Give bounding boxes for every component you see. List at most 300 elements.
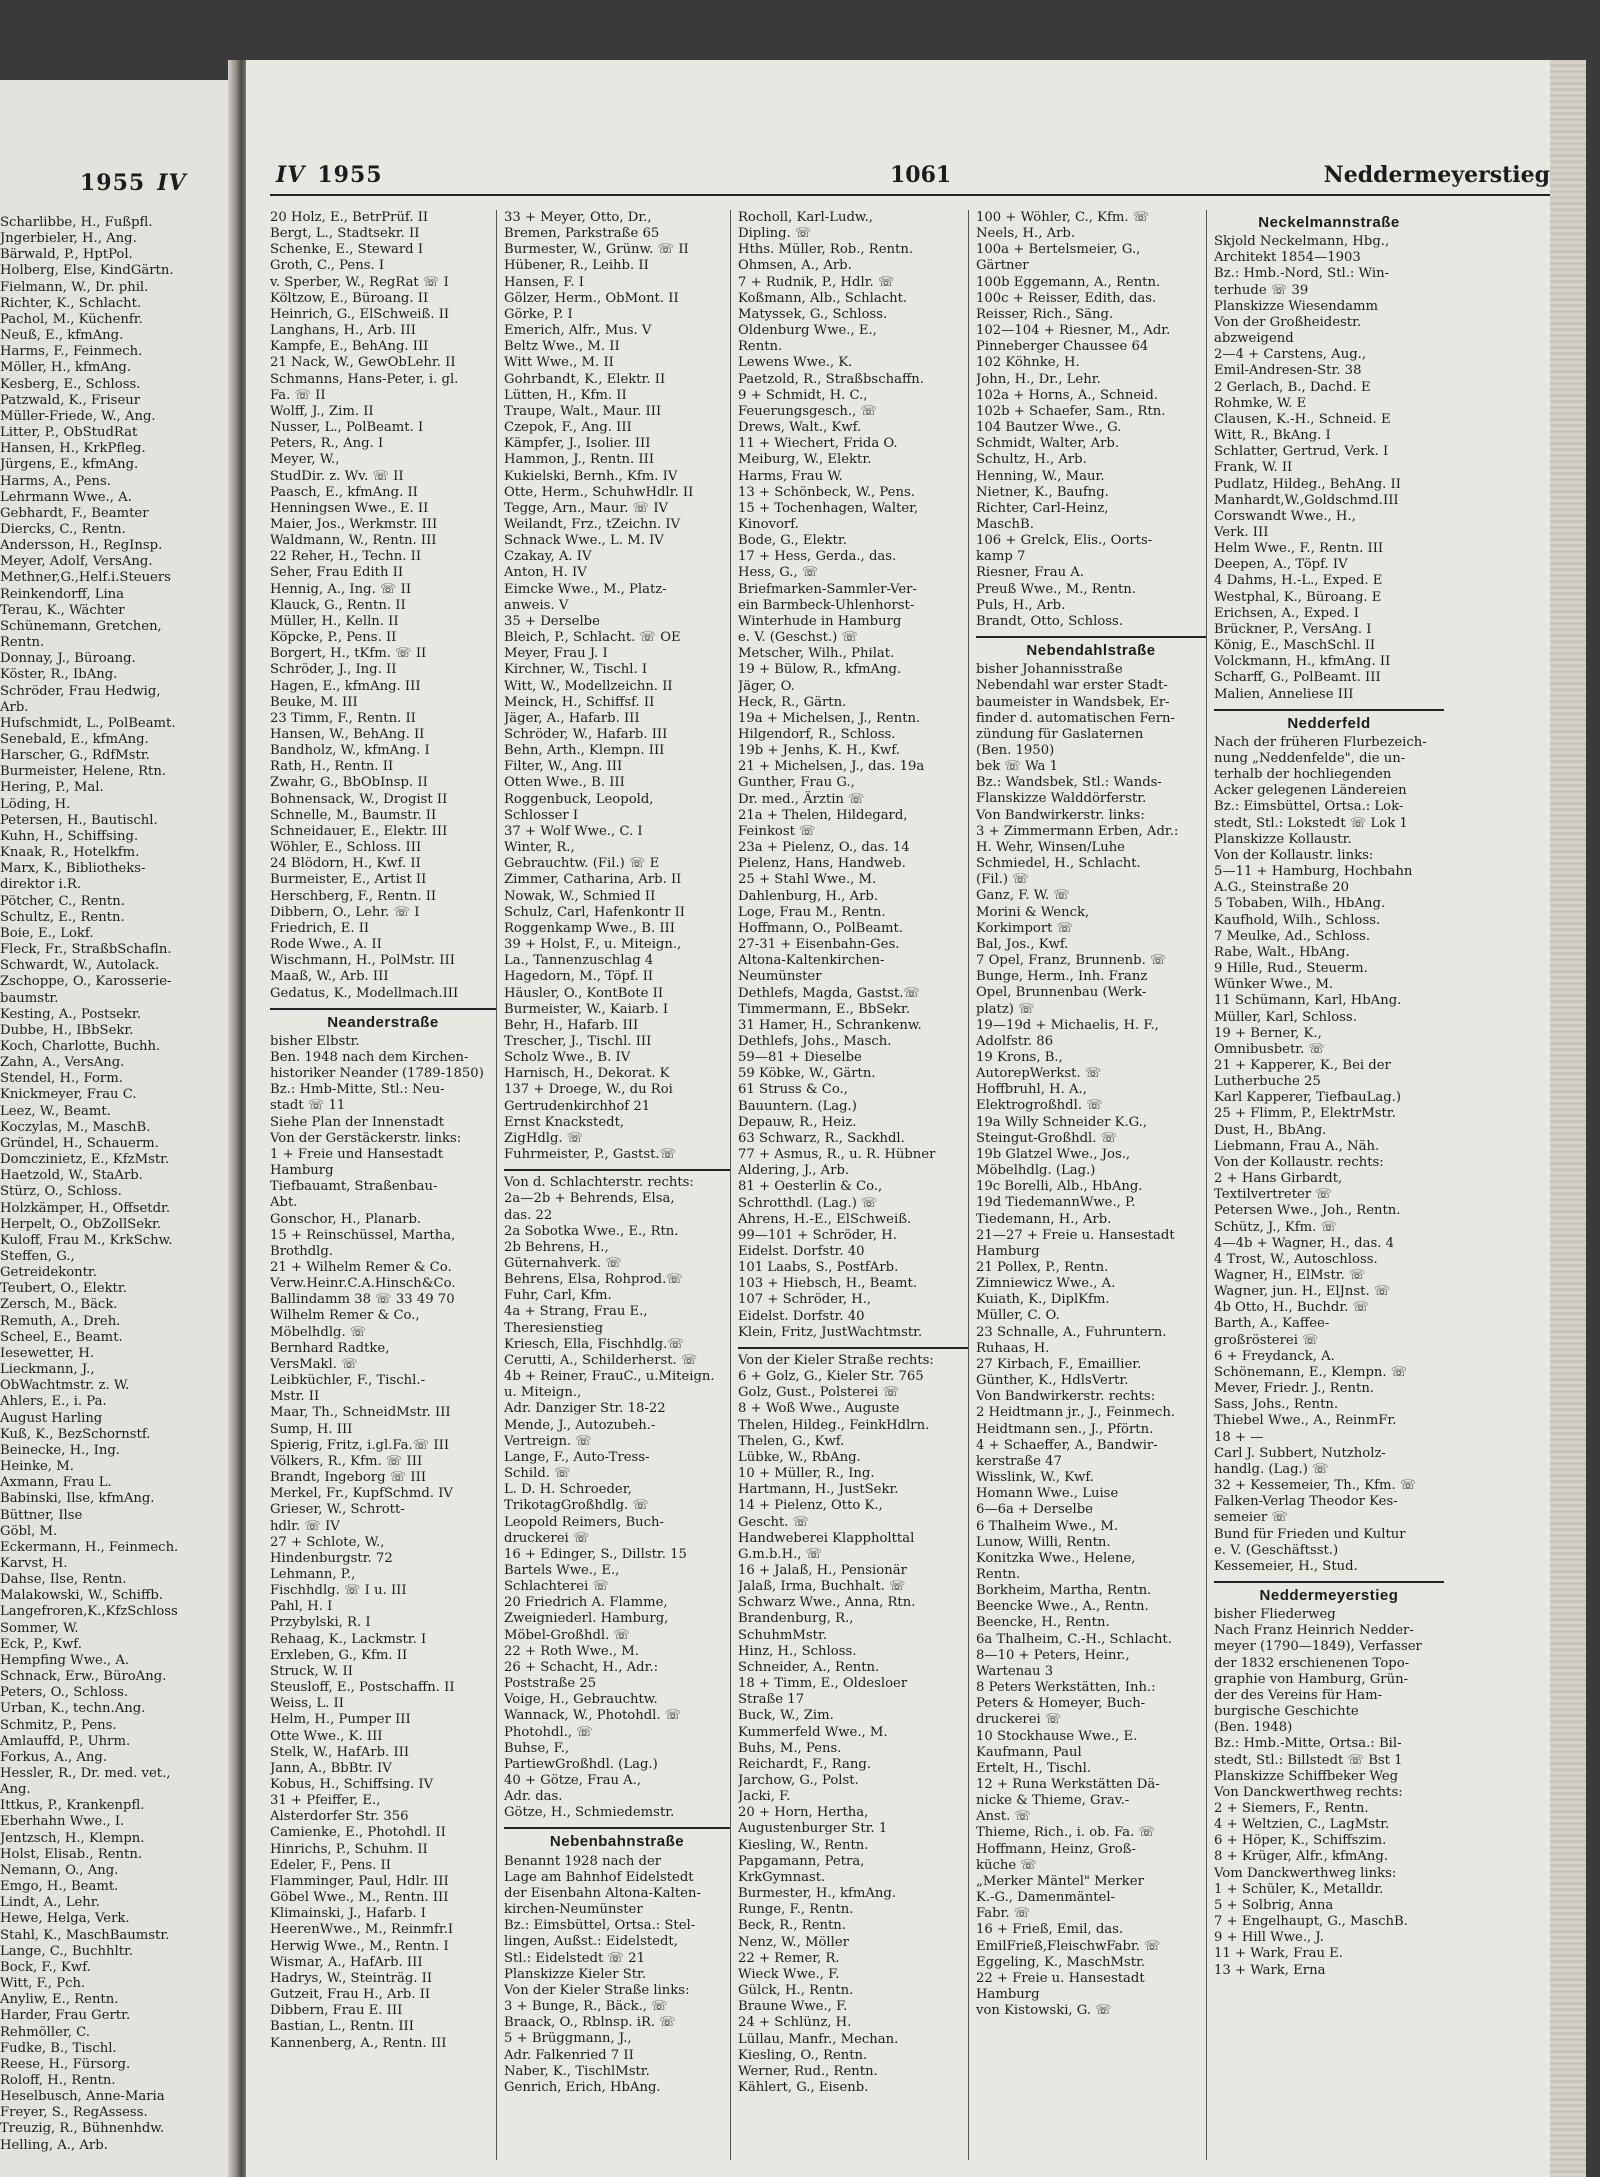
directory-entry-line: Bleich, P., Schlacht. ☏ OE [504, 630, 681, 646]
directory-entry-line: Herschberg, F., Rentn. II [270, 888, 437, 904]
street-heading: Neddermeyerstieg [1259, 1586, 1399, 1604]
directory-entry-line: nicke & Thieme, Grav.- [976, 1793, 1130, 1809]
directory-entry-line: Steingut-Großhdl. ☏ [976, 1130, 1118, 1146]
directory-entry-line: Bz.: Wandsbek, Stl.: Wands- [976, 775, 1162, 791]
directory-entry-line: Bz.: Eimsbüttel, Ortsa.: Stel- [504, 1918, 696, 1934]
directory-entry-line: Güternahverk. ☏ [504, 1256, 622, 1271]
left-listing-line: Helling, A., Arb. [0, 2137, 108, 2153]
left-listing-line: Nemann, O., Ang. [0, 1862, 119, 1878]
directory-entry-line: Möbel-Großhdl. ☏ [504, 1627, 630, 1643]
directory-entry-line: Tiedemann, H., Arb. [976, 1211, 1112, 1227]
directory-entry-line: Schröder, W., Hafarb. III [504, 727, 668, 742]
directory-entry-line: Straße 17 [738, 1692, 805, 1708]
directory-entry-line: Grieser, W., Schrott- [270, 1502, 405, 1518]
directory-entry-line: Ahrens, H.-E., ElSchweiß. [738, 1211, 912, 1227]
directory-entry-line: Hammon, J., Rentn. III [504, 452, 655, 468]
directory-entry-line: Bunge, Herm., Inh. Franz [976, 969, 1148, 985]
left-listing-line: Schultz, E., Rentn. [0, 909, 125, 925]
directory-entry-line: 10 + Müller, R., Ing. [738, 1466, 875, 1482]
directory-entry-line: Acker gelegenen Ländereien [1214, 783, 1407, 799]
directory-entry-line: Jacki, F. [738, 1789, 791, 1805]
directory-entry-line: EmilFrieß,FleischwFabr. ☏ [976, 1938, 1161, 1954]
directory-entry-line: Paasch, E., kfmAng. II [270, 484, 418, 500]
directory-entry-line: Golz, Gust., Polsterei ☏ [738, 1385, 900, 1401]
left-listing-line: Litter, P., ObStudRat [0, 425, 138, 441]
left-listing-line: direktor i.R. [0, 877, 82, 893]
directory-entry-line: Wilhelm Remer & Co., [270, 1308, 420, 1324]
directory-entry-line: v. Sperber, W., RegRat ☏ I [270, 274, 449, 290]
left-listing-line: Rehmöller, C. [0, 2024, 90, 2040]
directory-entry-line: Tegge, Arn., Maur. ☏ IV [504, 500, 669, 516]
directory-entry-line: Papgamann, Petra, [738, 1853, 865, 1869]
directory-entry-line: Brückner, P., VersAng. I [1214, 621, 1372, 637]
directory-entry-line: 40 + Götze, Frau A., [504, 1773, 642, 1788]
directory-entry-line: Harms, Frau W. [738, 468, 843, 484]
directory-entry-line: Weiss, L. II [270, 1696, 344, 1712]
directory-entry-line: Kessemeier, H., Stud. [1214, 1558, 1358, 1574]
directory-entry-line: HeerenWwe., M., Reinmfr.I [270, 1922, 454, 1938]
directory-entry-line: Kannenberg, A., Rentn. III [270, 2035, 447, 2051]
left-listing-line: Harms, A., Pens. [0, 473, 111, 489]
directory-entry-line: Ben. 1948 nach dem Kirchen- [270, 1049, 469, 1065]
directory-entry-line: 63 Schwarz, R., Sackhdl. [738, 1130, 905, 1146]
directory-entry-line: burgische Geschichte [1214, 1704, 1359, 1720]
directory-entry-line: Schönemann, E., Klempn. ☏ [1214, 1364, 1408, 1380]
left-listing-line: Peters, O., Schloss. [0, 1685, 129, 1701]
directory-entry-line: Eidelst. Dorfstr. 40 [738, 1244, 865, 1259]
directory-entry-line: 19b Glatzel Wwe., Jos., [976, 1146, 1131, 1162]
left-listing-line: Pötcher, C., Rentn. [0, 893, 125, 909]
directory-entry-line: Eidelst. Dorfstr. 40 [738, 1308, 865, 1324]
directory-entry-line: Henningsen Wwe., E. II [270, 500, 429, 516]
directory-entry-line: 31 + Pfeiffer, E., [270, 1793, 381, 1809]
directory-entry-line: 9 + Schmidt, H. C., [738, 387, 868, 403]
directory-entry-line: 2 Gerlach, B., Dachd. E [1214, 379, 1371, 395]
directory-entry-line: Hamburg [270, 1163, 334, 1179]
directory-entry-line: Von der Großheidestr. [1214, 314, 1362, 330]
left-listing-line: Babinski, Ilse, kfmAng. [0, 1491, 155, 1507]
left-listing-line: Holzkämper, H., Offsetdr. [0, 1200, 171, 1216]
directory-entry-line: Borgert, H., tKfm. ☏ II [270, 646, 427, 662]
directory-entry-line: Richter, Carl-Heinz, [976, 500, 1109, 516]
left-listing-line: Anyliw, E., Rentn. [0, 1992, 119, 2008]
directory-entry-line: Camienke, E., Photohdl. II [270, 1825, 446, 1841]
directory-entry-line: 8 + Woß Wwe., Auguste [738, 1401, 900, 1417]
directory-entry-line: Gutzeit, Frau H., Arb. II [270, 1987, 431, 2003]
directory-entry-line: druckerei ☏ [976, 1712, 1062, 1728]
directory-entry-line: Scholz Wwe., B. IV [504, 1050, 631, 1066]
directory-entry-line: 16 + Edinger, S., Dillstr. 15 [504, 1546, 687, 1562]
directory-entry-line: Meyer, W., [270, 452, 340, 468]
directory-entry-line: Opel, Brunnenbau (Werk- [976, 985, 1147, 1001]
section-rule [1214, 1581, 1444, 1583]
directory-entry-line: Brothdlg. [270, 1243, 334, 1259]
directory-entry-line: Nusser, L., PolBeamt. I [270, 420, 424, 436]
directory-entry-line: 100 + Wöhler, C., Kfm. ☏ [976, 210, 1150, 225]
directory-entry-line: Gertrudenkirchhof 21 [504, 1098, 651, 1114]
directory-entry-line: Schultz, H., Arb. [976, 452, 1087, 468]
directory-entry-line: Lage am Bahnhof Eidelstedt [504, 1869, 694, 1885]
directory-entry-line: der Eisenbahn Altona-Kalten- [504, 1885, 701, 1901]
directory-entry-line: Burmeister, W., Kaiarb. I [504, 1001, 669, 1017]
directory-entry-line: Hess, G., ☏ [738, 565, 819, 581]
directory-column [738, 210, 969, 2160]
directory-entry-line: Möbelhdlg. ☏ [270, 1324, 367, 1340]
directory-entry-line: 6—6a + Derselbe [976, 1502, 1093, 1518]
directory-entry-line: Lewens Wwe., K. [738, 355, 853, 371]
directory-entry-line: Dipling. ☏ [738, 226, 812, 242]
directory-entry-line: handlg. (Lag.) ☏ [1214, 1461, 1329, 1477]
directory-entry-line: Metscher, Wilh., Philat. [738, 646, 895, 662]
left-listing-line: Scharlibbe, H., Fußpfl. [0, 215, 153, 230]
directory-entry-line: Schmidt, Walter, Arb. [976, 436, 1120, 452]
directory-entry-line: 13 + Wark, Erna [1214, 1962, 1326, 1978]
directory-entry-line: Witt, R., BkAng. I [1214, 428, 1331, 444]
directory-entry-line: Alsterdorfer Str. 356 [270, 1809, 409, 1825]
directory-entry-line: Erxleben, G., Kfm. II [270, 1647, 408, 1663]
directory-entry-line: Paetzold, R., Straßbschaffn. [738, 371, 924, 387]
directory-entry-line: StudDir. z. Wv. ☏ II [270, 468, 404, 484]
directory-entry-line: Skjold Neckelmann, Hbg., [1214, 234, 1390, 250]
directory-entry-line: 27-31 + Eisenbahn-Ges. [738, 937, 900, 953]
directory-entry-line: Häusler, O., KontBote II [504, 985, 664, 1001]
directory-entry-line: Nietner, K., Baufng. [976, 484, 1109, 500]
directory-entry-line: Matyssek, G., Schloss. [738, 306, 888, 322]
directory-entry-line: Ballindamm 38 ☏ 33 49 70 [270, 1292, 455, 1308]
left-listing-line: Ahlers, E., i. Pa. [0, 1394, 107, 1410]
directory-entry-line: Hinrichs, P., Schuhm. II [270, 1841, 428, 1857]
directory-entry-line: TrikotagGroßhdlg. ☏ [504, 1498, 649, 1514]
directory-entry-line: Planskizze Schiffbeker Weg [1214, 1768, 1399, 1784]
directory-entry-line: Ohmsen, A., Arb. [738, 258, 852, 274]
directory-entry-line: Hagen, E., kfmAng. III [270, 678, 421, 694]
directory-entry-line: Beuke, M. III [270, 694, 358, 710]
left-listing-line: Schröder, Frau Hedwig, [0, 683, 161, 699]
left-listing-line: Fielmann, W., Dr. phil. [0, 279, 149, 295]
left-listing-line: Koch, Charlotte, Buchh. [0, 1038, 161, 1054]
directory-entry-line: Gonschor, H., Planarb. [270, 1211, 422, 1227]
directory-entry-line: Bz.: Hmb.-Nord, Stl.: Win- [1214, 266, 1390, 282]
left-listing-line: Knaak, R., Hotelkfm. [0, 845, 140, 861]
directory-entry-line: 1 + Schüler, K., Metalldr. [1214, 1881, 1384, 1897]
directory-entry-line: 7 + Engelhaupt, G., MaschB. [1214, 1914, 1408, 1930]
directory-entry-line: Heinrich, G., ElSchweiß. II [270, 306, 450, 322]
directory-entry-line: Hinz, H., Schloss. [738, 1643, 857, 1659]
directory-entry-line: 27 + Schlote, W., [270, 1534, 385, 1550]
directory-entry-line: Burmeister, E., Artist II [270, 872, 427, 888]
directory-entry-line: 19a + Michelsen, J., Rentn. [738, 710, 921, 726]
directory-entry-line: 11 + Wiechert, Frida O. [738, 436, 898, 452]
directory-entry-line: graphie von Hamburg, Grün- [1214, 1671, 1409, 1687]
directory-entry-line: 22 + Roth Wwe., M. [504, 1643, 639, 1659]
edition [276, 162, 383, 188]
directory-entry-line: Heck, R., Gärtn. [738, 694, 847, 710]
directory-entry-line: 2—4 + Carstens, Aug., [1214, 347, 1367, 363]
directory-entry-line: Falken-Verlag Theodor Kes- [1214, 1494, 1398, 1510]
directory-entry-line: Beltz Wwe., M. II [504, 339, 620, 355]
directory-entry-line: 5 + Solbrig, Anna [1214, 1897, 1334, 1913]
directory-entry-line: Kobus, H., Schiffsing. IV [270, 1777, 434, 1792]
left-listing-line: Jentzsch, H., Klempn. [0, 1830, 145, 1846]
directory-entry-line: Leopold Reimers, Buch- [504, 1514, 664, 1530]
directory-entry-line: Beck, R., Rentn. [738, 1918, 846, 1934]
directory-entry-line: 31 Hamer, H., Schrankenw. [738, 1017, 922, 1033]
left-listing-line: Burmeister, Helene, Rtn. [0, 764, 167, 780]
directory-entry-line: Traupe, Walt., Maur. III [504, 403, 662, 419]
left-listing-line: Meyer, Adolf, VersAng. [0, 554, 153, 570]
directory-entry-line: Flamminger, Paul, Hdlr. III [270, 1873, 449, 1889]
directory-entry-line: Dahlenburg, H., Arb. [738, 888, 879, 904]
directory-entry-line: Von der Kollaustr. rechts: [1214, 1154, 1384, 1170]
directory-entry-line: „Merker Mäntel" Merker [976, 1873, 1144, 1889]
directory-entry-line: Mende, J., Autozubeh.- [504, 1417, 656, 1433]
directory-entry-line: 4 Trost, W., Autoschloss. [1214, 1251, 1378, 1267]
directory-entry-line: Helm Wwe., F., Rentn. III [1214, 541, 1384, 557]
page-edge [1550, 60, 1586, 2177]
directory-entry-line: Petersen Wwe., Joh., Rentn. [1214, 1203, 1401, 1219]
directory-entry-line: Gedatus, K., Modellmach.III [270, 985, 459, 1001]
directory-entry-line: Behr, H., Hafarb. III [504, 1017, 639, 1033]
directory-entry-line: Brandt, Ingeborg ☏ III [270, 1470, 427, 1486]
directory-entry-line: Lehmann, P., [270, 1566, 356, 1582]
directory-entry-line: Nach Franz Heinrich Nedder- [1214, 1623, 1414, 1639]
left-listing-line: Fleck, Fr., StraßbSchafln. [0, 942, 172, 958]
directory-entry-line: Bal, Jos., Kwf. [976, 936, 1069, 952]
directory-entry-line: Wolff, J., Zim. II [270, 403, 374, 419]
directory-entry-line: Manhardt,W.,Goldschmd.III [1214, 492, 1399, 508]
directory-entry-line: Naber, K., TischlMstr. [504, 2063, 650, 2079]
directory-entry-line: Bernhard Radtke, [270, 1340, 390, 1356]
directory-entry-line: 6 + Höper, K., Schiffszim. [1214, 1833, 1387, 1849]
left-listing-line: Harder, Frau Gertr. [0, 2008, 131, 2024]
directory-entry-line: Trescher, J., Tischl. III [504, 1033, 652, 1049]
directory-entry-line: Anton, H. IV [504, 565, 587, 581]
directory-entry-line: Dibbern, Frau E. III [270, 2003, 403, 2019]
street-heading: Nedderfeld [1287, 714, 1371, 732]
left-listing-line: Diercks, C., Rentn. [0, 521, 126, 537]
directory-entry-line: Architekt 1854—1903 [1214, 250, 1361, 266]
directory-entry-line: Zweigniederl. Hamburg, [504, 1611, 669, 1627]
directory-entry-line: Thelen, Hildeg., FeinkHdlrn. [738, 1417, 930, 1433]
directory-entry-line: 19a Willy Schneider K.G., [976, 1114, 1148, 1130]
directory-entry-line: 37 + Wolf Wwe., C. I [504, 823, 643, 839]
directory-entry-line: Neumünster [738, 969, 822, 985]
directory-entry-line: 19d TiedemannWwe., P. [976, 1195, 1136, 1211]
left-page-listing [0, 215, 225, 2154]
directory-entry-line: Schneider, A., Rentn. [738, 1659, 880, 1675]
directory-entry-line: Kirchner, W., Tischl. I [504, 662, 648, 678]
directory-entry-line: Frank, W. II [1214, 460, 1293, 476]
left-listing-line: Kuhn, H., Schiffsing. [0, 828, 139, 844]
directory-entry-line: Kuiath, K., DiplKfm. [976, 1292, 1110, 1308]
directory-entry-line: Hansen, W., BehAng. II [270, 727, 425, 742]
directory-entry-line: Helm, H., Pumper III [270, 1712, 411, 1728]
directory-entry-line: Schwarz Wwe., Anna, Rtn. [738, 1595, 916, 1611]
left-listing-line: Remuth, A., Dreh. [0, 1313, 121, 1329]
directory-entry-line: 2a Sobotka Wwe., E., Rtn. [504, 1223, 679, 1239]
directory-entry-line: Schneidauer, E., Elektr. III [270, 823, 448, 839]
directory-entry-line: Hoffmann, O., PolBeamt. [738, 920, 904, 936]
directory-entry-line: Genrich, Erich, HbAng. [504, 2079, 661, 2095]
left-listing-line: Marx, K., Bibliotheks- [0, 861, 146, 877]
directory-entry-line: platz) ☏ [976, 1001, 1035, 1017]
edition-year: 1955 [317, 162, 383, 188]
directory-entry-line: 26 + Schacht, H., Adr.: [504, 1659, 659, 1675]
directory-entry-line: Vom Danckwerthweg links: [1214, 1865, 1397, 1881]
directory-entry-line: 19 + Bülow, R., kfmAng. [738, 662, 902, 678]
directory-entry-line: Müller, C. O. [976, 1308, 1060, 1324]
directory-entry-line: Roggenbuck, Leopold, [504, 791, 654, 807]
left-listing-line: Lange, C., Buchhltr. [0, 1943, 134, 1959]
directory-entry-line: Schnelle, M., Baumstr. II [270, 807, 437, 823]
directory-entry-line: Lunow, Willi, Rentn. [976, 1534, 1111, 1550]
directory-entry-line: 27 Kirbach, F., Emaillier. [976, 1356, 1142, 1372]
directory-entry-line: Behrens, Elsa, Rohprod.☏ [504, 1272, 683, 1288]
directory-entry-line: hdlr. ☏ IV [270, 1518, 340, 1534]
directory-entry-line: 102 Köhnke, H. [976, 355, 1080, 371]
left-listing-line: Arb. [0, 699, 29, 715]
directory-entry-line: Kukielski, Bernh., Kfm. IV [504, 468, 678, 484]
directory-entry-line: terhalb der hochliegenden [1214, 767, 1392, 783]
directory-entry-line: 22 Reher, H., Techn. II [270, 549, 422, 565]
directory-entry-line: Sump, H. III [270, 1421, 353, 1437]
left-listing-line: Amlauffd, P., Uhrm. [0, 1733, 131, 1749]
section-rule [1214, 709, 1444, 711]
directory-entry-line: Merkel, Fr., KupfSchmd. IV [270, 1486, 453, 1502]
directory-entry-line: 4b + Reiner, FrauC., u.Miteign. [504, 1369, 715, 1385]
street-heading: Nebendahlstraße [1026, 642, 1156, 660]
left-listing-line: Ang. [0, 1782, 31, 1798]
left-listing-line: Zersch, M., Bäck. [0, 1297, 118, 1313]
left-listing-line: Urban, K., techn.Ang. [0, 1701, 146, 1717]
directory-entry-line: Gärtner [976, 258, 1029, 274]
directory-entry-line: Hadrys, W., Steinträg. II [270, 1970, 433, 1986]
directory-entry-line: 21—27 + Freie u. Hansestadt [976, 1227, 1175, 1243]
directory-entry-line: Schild. ☏ [504, 1466, 571, 1482]
directory-entry-line: Karl Kapperer, TiefbauLag.) [1214, 1090, 1402, 1106]
directory-entry-line: 4 + Weltzien, C., LagMstr. [1214, 1817, 1390, 1833]
directory-entry-line: baumeister in Wandsbek, Er- [976, 694, 1170, 710]
directory-entry-line: Konitzka Wwe., Helene, [976, 1550, 1136, 1566]
directory-entry-line: Von Danckwerthweg rechts: [1214, 1784, 1403, 1800]
directory-entry-line: Bastian, L., Rentn. III [270, 2019, 414, 2035]
directory-entry-line: Poststraße 25 [504, 1676, 597, 1692]
left-listing-line: Petersen, H., Bautischl. [0, 812, 158, 828]
directory-entry-line: Langhans, H., Arb. III [270, 323, 416, 339]
directory-entry-line: 5 + Brüggmann, J., [504, 2031, 632, 2047]
directory-entry-line: KrkGymnast. [738, 1869, 826, 1885]
directory-entry-line: 2 + Siemers, F., Rentn. [1214, 1801, 1369, 1816]
directory-entry-line: Buhs, M., Pens. [738, 1740, 842, 1756]
left-listing-line: Lehrmann Wwe., A. [0, 489, 132, 505]
directory-entry-line: bisher Johannisstraße [976, 662, 1123, 678]
directory-entry-line: u. Miteign., [504, 1385, 582, 1401]
section-rule [976, 636, 1206, 638]
directory-entry-line: 106 + Grelck, Elis., Oorts- [976, 533, 1153, 549]
directory-entry-line: Drews, Walt., Kwf. [738, 420, 862, 436]
directory-entry-line: AutorepWerkst. ☏ [976, 1066, 1102, 1082]
left-listing-line: Senebald, E., kfmAng. [0, 732, 149, 747]
directory-entry-line: kirchen-Neumünster [504, 1902, 643, 1918]
directory-entry-line: 5—11 + Hamburg, Hochbahn [1214, 864, 1413, 880]
directory-entry-line: VersMakl. ☏ [270, 1356, 358, 1372]
directory-entry-line: Jann, A., BbBtr. IV [270, 1760, 392, 1776]
directory-column [1214, 210, 1444, 2160]
left-listing-line: Lieckmann, J., [0, 1362, 95, 1378]
directory-entry-line: Hansen, F. I [504, 274, 584, 290]
left-listing-line: Scheel, E., Beamt. [0, 1329, 123, 1345]
directory-entry-line: Schnack Wwe., L. M. IV [504, 533, 664, 549]
directory-entry-line: 13 + Schönbeck, W., Pens. [738, 484, 915, 500]
directory-entry-line: Köpcke, P., Pens. II [270, 630, 397, 646]
directory-entry-line: Klauck, G., Rentn. II [270, 597, 406, 613]
directory-entry-line: Maaß, W., Arb. III [270, 969, 389, 985]
directory-entry-line: Rabe, Walt., HbAng. [1214, 944, 1350, 960]
directory-entry-line: Liebmann, Frau A., Näh. [1214, 1138, 1380, 1154]
left-district: IV [157, 170, 187, 196]
directory-entry-line: Jarchow, G., Polst. [738, 1773, 859, 1788]
directory-entry-line: Gunther, Frau G., [738, 775, 855, 791]
directory-entry-line: Theresienstieg [504, 1320, 604, 1336]
directory-entry-line: Müller, Karl, Schloss. [1214, 1009, 1357, 1025]
directory-entry-line: Riesner, Frau A. [976, 565, 1084, 581]
directory-entry-line: Pahl, H. I [270, 1599, 333, 1615]
directory-entry-line: 10 Stockhause Wwe., E. [976, 1728, 1138, 1744]
directory-entry-line: Müller, H., Kelln. II [270, 613, 399, 629]
directory-entry-line: Bergt, L., Stadtsekr. II [270, 226, 420, 242]
directory-entry-line: Bandholz, W., kfmAng. I [270, 743, 430, 759]
directory-entry-line: 3 + Bunge, R., Bäck., ☏ [504, 1999, 668, 2015]
directory-entry-line: Dethlefs, Johs., Masch. [738, 1033, 892, 1049]
directory-entry-line: Edeler, F., Pens. II [270, 1857, 391, 1873]
left-listing-line: Reese, H., Fürsorg. [0, 2056, 131, 2072]
left-listing-line: Treuzig, R., Bühnenhdw. [0, 2121, 165, 2137]
directory-entry-line: 22 + Remer, R. [738, 1950, 840, 1966]
directory-entry-line: Stelk, W., HafArb. III [270, 1744, 410, 1760]
left-listing-line: ObWachtmstr. z. W. [0, 1378, 130, 1394]
directory-entry-line: Bz.: Hmb.-Mitte, Ortsa.: Bil- [1214, 1736, 1402, 1752]
directory-entry-line: Czepok, F., Ang. III [504, 420, 632, 436]
directory-entry-line: Von der Kieler Straße rechts: [738, 1352, 934, 1368]
directory-entry-line: Braack, O., Rblnsp. iR. ☏ [504, 2015, 676, 2031]
directory-entry-line: Görke, P. I [504, 306, 573, 322]
directory-entry-line: Von d. Schlachterstr. rechts: [504, 1175, 694, 1191]
directory-entry-line: 25 + Flimm, P., ElektrMstr. [1214, 1106, 1396, 1122]
directory-entry-line: Omnibusbetr. ☏ [1214, 1041, 1326, 1057]
directory-entry-line: 16 + Jalaß, H., Pensionär [738, 1562, 907, 1578]
directory-entry-line: 101 Laabs, S., PostfArb. [738, 1260, 899, 1276]
directory-entry-line: Puls, H., Arb. [976, 597, 1066, 613]
directory-entry-line: Meinck, H., Schiffsf. II [504, 694, 655, 710]
directory-entry-line: Hamburg [976, 1243, 1040, 1259]
directory-entry-line: Depauw, R., Heiz. [738, 1114, 857, 1130]
directory-entry-line: (Ben. 1948) [1214, 1720, 1293, 1736]
left-running-head [80, 170, 187, 196]
left-listing-line: Kesting, A., Postsekr. [0, 1006, 141, 1022]
directory-entry-line: 103 + Hiebsch, H., Beamt. [738, 1276, 918, 1292]
left-listing-line: Dahse, Ilse, Rentn. [0, 1572, 127, 1588]
directory-entry-line: 102—104 + Riesner, M., Adr. [976, 323, 1171, 339]
directory-entry-line: Werner, Rud., Rentn. [738, 2063, 878, 2079]
directory-entry-line: Thelen, G., Kwf. [738, 1433, 845, 1449]
directory-entry-line: druckerei ☏ [504, 1530, 590, 1546]
directory-entry-line: Verk. III [1214, 524, 1269, 540]
directory-entry-line: 4 Dahms, H.-L., Exped. E [1214, 573, 1383, 589]
directory-entry-line: Kinovorf. [738, 516, 799, 532]
directory-entry-line: 21 + Wilhelm Remer & Co. [270, 1260, 452, 1275]
directory-entry-line: e. V. (Geschst.) ☏ [738, 630, 859, 646]
directory-entry-line: 102b + Schaefer, Sam., Rtn. [976, 403, 1166, 419]
